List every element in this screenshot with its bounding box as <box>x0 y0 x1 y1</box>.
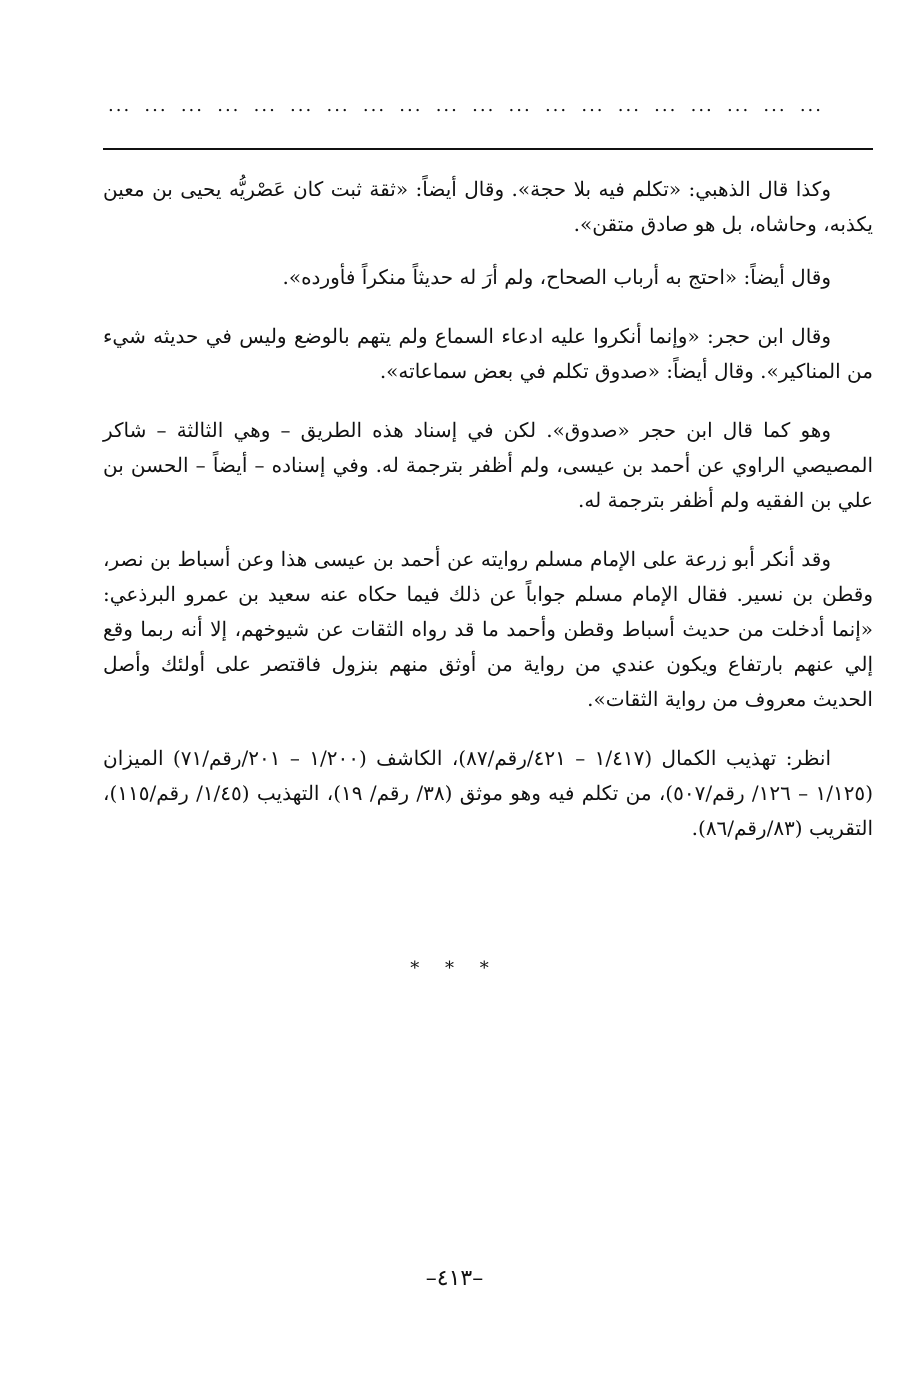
paragraph-dhahabi-also: وقال أيضاً: «احتج به أرباب الصحاح، ولم أرَ له حديثاً منكراً فأورده». <box>282 265 831 289</box>
page-body <box>103 172 873 870</box>
page-number: –٤١٣– <box>425 1266 484 1291</box>
section-divider-stars: * * * <box>410 958 499 979</box>
paragraph-dhahabi: وكذا قال الذهبي: «تكلم فيه بلا حجة». وقال أيضاً: «ثقة ثبت كان عَصْريُّه يحيى بن معين يكذبه، وحاشاه، بل هو صادق متقن». <box>103 177 873 236</box>
paragraph-abu-zura: وقد أنكر أبو زرعة على الإمام مسلم روايته عن أحمد بن عيسى هذا وعن أسباط بن نصر، وقطن بن نسير. فقال الإمام مسلم جواباً عن ذلك فيما حكاه عنه سعيد بن عمرو البرذعي: «إنما أدخلت من حديث أسباط وقطن وأحمد ما قد رواه الثقات عن شيوخهم، إلا أنه ربما وقع إلي عنهم بارتفاع ويكون عندي من رواية من أوثق منهم بنزول فاقتصر على أولئك وأصل الحديث معروف من رواية الثقات». <box>103 547 873 711</box>
separator-dots: ... ... ... ... ... ... ... ... ... ... ... ... ... ... ... ... ... ... ... ... <box>108 95 823 116</box>
paragraph-references: انظر: تهذيب الكمال (١/٤١٧ – ٤٢١/رقم/٨٧)، الكاشف (١/٢٠٠ – ٢٠١/رقم/٧١) الميزان (١/١٢٥ – ١٢٦/ رقم/٥٠٧)، من تكلم فيه وهو موثق (٣٨/ رقم/ ١٩)، التهذيب (١/٤٥/ رقم/١١٥)، التقريب (٨٣/رقم/٨٦). <box>103 746 873 840</box>
paragraph-isnad: وهو كما قال ابن حجر «صدوق». لكن في إسناد هذه الطريق – وهي الثالثة – شاكر المصيصي الراوي عن أحمد بن عيسى، ولم أظفر بترجمة له. وفي إسناده – أيضاً – الحسن بن علي بن الفقيه ولم أظفر بترجمة له. <box>103 418 873 512</box>
paragraph-ibn-hajar: وقال ابن حجر: «وإنما أنكروا عليه ادعاء السماع ولم يتهم بالوضع وليس في حديثه شيء من المناكير». وقال أيضاً: «صدوق تكلم في بعض سماعاته». <box>103 324 873 383</box>
horizontal-rule <box>103 148 873 150</box>
